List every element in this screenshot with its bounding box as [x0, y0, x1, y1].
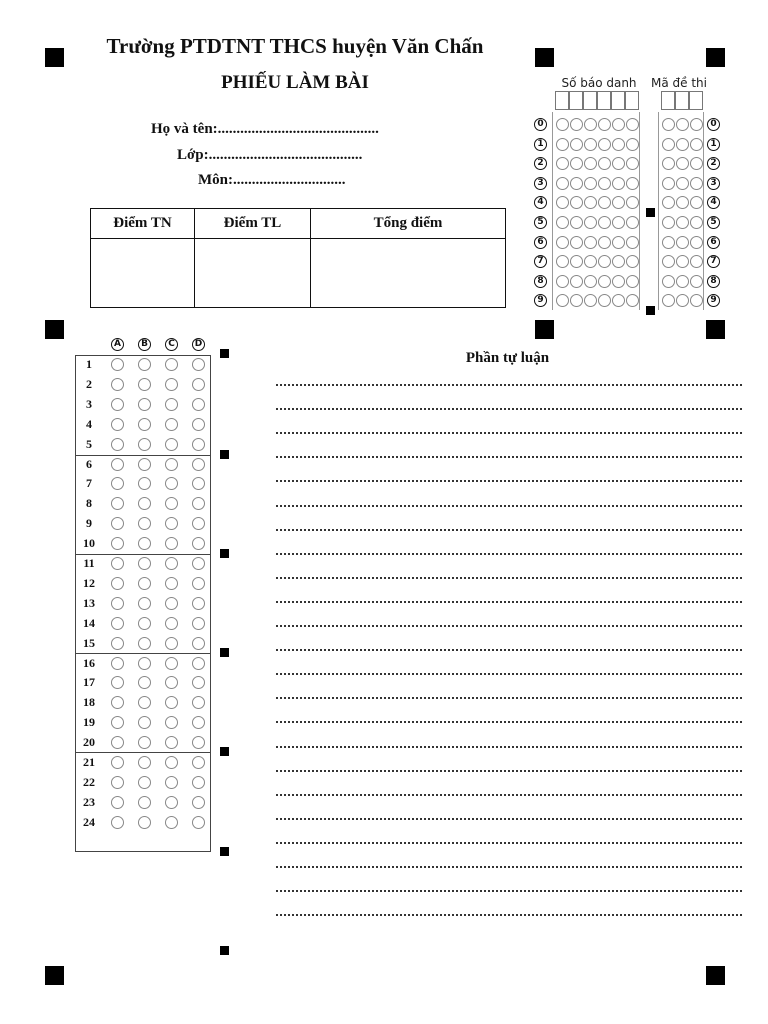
digit-label-left: 7 — [534, 255, 547, 268]
answer-bubble-d[interactable] — [192, 597, 205, 610]
answer-bubble-b[interactable] — [138, 617, 151, 630]
candidate-digit-bubble[interactable] — [598, 275, 611, 288]
answer-bubble-d[interactable] — [192, 358, 205, 371]
candidate-digit-bubble[interactable] — [612, 255, 625, 268]
section-separator — [75, 653, 211, 654]
answer-bubble-b[interactable] — [138, 776, 151, 789]
registration-mark — [45, 966, 64, 985]
registration-mark — [706, 966, 725, 985]
question-number: 4 — [86, 416, 92, 431]
digit-label-right: 5 — [707, 216, 720, 229]
exam-code-digit-bubble[interactable] — [662, 157, 675, 170]
exam-code-digit-bubble[interactable] — [676, 294, 689, 307]
candidate-digit-bubble[interactable] — [612, 118, 625, 131]
candidate-digit-bubble[interactable] — [584, 177, 597, 190]
candidate-number-entry-box[interactable] — [583, 91, 597, 110]
essay-answer-line[interactable] — [276, 577, 742, 579]
answer-bubble-a[interactable] — [111, 657, 124, 670]
digit-label-right: 0 — [707, 118, 720, 131]
score-cell-total[interactable] — [311, 239, 506, 308]
exam-code-digit-bubble[interactable] — [676, 255, 689, 268]
candidate-digit-bubble[interactable] — [598, 177, 611, 190]
digit-label-left: 2 — [534, 157, 547, 170]
exam-code-digit-bubble[interactable] — [690, 196, 703, 209]
question-number: 16 — [83, 655, 95, 670]
candidate-digit-bubble[interactable] — [598, 255, 611, 268]
timing-mark — [220, 648, 229, 657]
question-number: 1 — [86, 357, 92, 371]
answer-bubble-a[interactable] — [111, 418, 124, 431]
school-name: Trường PTDTNT THCS huyện Văn Chấn — [106, 34, 484, 58]
grid-frame-line — [658, 112, 659, 310]
score-header-total: Tổng điểm — [311, 209, 506, 239]
answer-bubble-c[interactable] — [165, 637, 178, 650]
candidate-digit-bubble[interactable] — [612, 275, 625, 288]
timing-mark — [220, 946, 229, 955]
candidate-digit-bubble[interactable] — [598, 216, 611, 229]
candidate-digit-bubble[interactable] — [584, 236, 597, 249]
candidate-digit-bubble[interactable] — [626, 157, 639, 170]
exam-code-digit-bubble[interactable] — [676, 275, 689, 288]
exam-code-digit-bubble[interactable] — [690, 294, 703, 307]
question-number: 5 — [86, 436, 92, 451]
essay-answer-line[interactable] — [276, 890, 742, 892]
candidate-digit-bubble[interactable] — [626, 255, 639, 268]
exam-code-digit-bubble[interactable] — [676, 157, 689, 170]
timing-mark — [220, 450, 229, 459]
answer-bubble-c[interactable] — [165, 577, 178, 590]
candidate-digit-bubble[interactable] — [584, 216, 597, 229]
exam-code-entry-box[interactable] — [675, 91, 689, 110]
question-number: 10 — [83, 536, 95, 551]
answer-bubble-c[interactable] — [165, 557, 178, 570]
exam-code-digit-bubble[interactable] — [690, 255, 703, 268]
answer-bubble-c[interactable] — [165, 736, 178, 749]
answer-bubble-d[interactable] — [192, 796, 205, 809]
registration-mark — [706, 320, 725, 339]
digit-label-right: 7 — [707, 255, 720, 268]
question-number: 17 — [83, 675, 95, 690]
essay-answer-line[interactable] — [276, 553, 742, 555]
registration-mark — [535, 320, 554, 339]
essay-answer-line[interactable] — [276, 432, 742, 434]
question-number: 23 — [83, 794, 95, 809]
essay-answer-line[interactable] — [276, 408, 742, 410]
candidate-digit-bubble[interactable] — [626, 216, 639, 229]
answer-bubble-a[interactable] — [111, 597, 124, 610]
answer-bubble-a[interactable] — [111, 537, 124, 550]
answer-bubble-d[interactable] — [192, 537, 205, 550]
essay-answer-line[interactable] — [276, 721, 742, 723]
candidate-digit-bubble[interactable] — [626, 294, 639, 307]
registration-mark — [706, 48, 725, 67]
exam-code-digit-bubble[interactable] — [662, 196, 675, 209]
answer-bubble-c[interactable] — [165, 617, 178, 630]
candidate-digit-bubble[interactable] — [598, 138, 611, 151]
answer-bubble-d[interactable] — [192, 577, 205, 590]
class-label: Lớp: — [177, 147, 209, 163]
exam-code-digit-bubble[interactable] — [676, 236, 689, 249]
grid-frame-line — [552, 112, 553, 310]
digit-label-left: 6 — [534, 236, 547, 249]
answer-bubble-d[interactable] — [192, 378, 205, 391]
answer-bubble-c[interactable] — [165, 358, 178, 371]
candidate-digit-bubble[interactable] — [598, 157, 611, 170]
candidate-digit-bubble[interactable] — [626, 196, 639, 209]
class-dots: ......................................... — [208, 147, 363, 163]
candidate-digit-bubble[interactable] — [598, 294, 611, 307]
answer-bubble-c[interactable] — [165, 597, 178, 610]
candidate-digit-bubble[interactable] — [584, 196, 597, 209]
answer-bubble-a[interactable] — [111, 577, 124, 590]
candidate-digit-bubble[interactable] — [570, 255, 583, 268]
answer-bubble-b[interactable] — [138, 458, 151, 471]
essay-answer-line[interactable] — [276, 673, 742, 675]
option-header-d: D — [192, 338, 205, 351]
candidate-digit-bubble[interactable] — [556, 255, 569, 268]
answer-bubble-a[interactable] — [111, 398, 124, 411]
answer-bubble-c[interactable] — [165, 378, 178, 391]
candidate-digit-bubble[interactable] — [626, 118, 639, 131]
candidate-digit-bubble[interactable] — [570, 236, 583, 249]
exam-code-digit-bubble[interactable] — [662, 236, 675, 249]
answer-bubble-b[interactable] — [138, 438, 151, 451]
exam-code-entry-box[interactable] — [689, 91, 703, 110]
digit-label-right: 6 — [707, 236, 720, 249]
answer-bubble-b[interactable] — [138, 816, 151, 829]
score-header-essay: Điểm TL — [195, 209, 311, 239]
answer-bubble-c[interactable] — [165, 537, 178, 550]
exam-code-digit-bubble[interactable] — [690, 216, 703, 229]
answer-bubble-c[interactable] — [165, 756, 178, 769]
grid-frame-line — [703, 112, 704, 310]
exam-code-digit-bubble[interactable] — [690, 177, 703, 190]
section-separator — [75, 554, 211, 555]
exam-code-entry-box[interactable] — [661, 91, 675, 110]
answer-bubble-a[interactable] — [111, 776, 124, 789]
answer-bubble-b[interactable] — [138, 557, 151, 570]
answer-bubble-d[interactable] — [192, 657, 205, 670]
digit-label-left: 1 — [534, 138, 547, 151]
answer-bubble-b[interactable] — [138, 358, 151, 371]
candidate-digit-bubble[interactable] — [570, 157, 583, 170]
question-number: 12 — [83, 575, 95, 590]
digit-label-left: 9 — [534, 294, 547, 307]
question-number: 13 — [83, 595, 95, 610]
question-number: 18 — [83, 695, 95, 710]
candidate-number-entry-box[interactable] — [611, 91, 625, 110]
answer-bubble-a[interactable] — [111, 557, 124, 570]
question-number: 6 — [86, 456, 92, 471]
candidate-digit-bubble[interactable] — [556, 236, 569, 249]
exam-code-digit-bubble[interactable] — [690, 236, 703, 249]
candidate-digit-bubble[interactable] — [598, 236, 611, 249]
candidate-digit-bubble[interactable] — [584, 157, 597, 170]
name-label: Họ và tên: — [151, 121, 218, 137]
candidate-digit-bubble[interactable] — [612, 236, 625, 249]
digit-label-left: 8 — [534, 275, 547, 288]
option-header-b: B — [138, 338, 151, 351]
candidate-digit-bubble[interactable] — [612, 138, 625, 151]
essay-answer-line[interactable] — [276, 818, 742, 820]
timing-mark — [220, 349, 229, 358]
answer-bubble-c[interactable] — [165, 458, 178, 471]
candidate-digit-bubble[interactable] — [570, 216, 583, 229]
score-cell-essay[interactable] — [195, 239, 311, 308]
question-number: 22 — [83, 774, 95, 789]
candidate-digit-bubble[interactable] — [570, 275, 583, 288]
answer-bubble-a[interactable] — [111, 438, 124, 451]
essay-answer-line[interactable] — [276, 649, 742, 651]
answer-bubble-b[interactable] — [138, 736, 151, 749]
answer-bubble-c[interactable] — [165, 657, 178, 670]
digit-label-left: 0 — [534, 118, 547, 131]
answer-bubble-a[interactable] — [111, 458, 124, 471]
answer-bubble-d[interactable] — [192, 398, 205, 411]
subject-dots: .............................. — [233, 172, 346, 188]
name-dots: ........................................... — [217, 121, 379, 137]
timing-mark — [220, 847, 229, 856]
subject-label: Môn: — [198, 172, 233, 188]
exam-code-digit-bubble[interactable] — [690, 138, 703, 151]
answer-bubble-d[interactable] — [192, 637, 205, 650]
candidate-digit-bubble[interactable] — [556, 216, 569, 229]
candidate-number-entry-box[interactable] — [597, 91, 611, 110]
exam-code-digit-bubble[interactable] — [662, 118, 675, 131]
digit-label-right: 9 — [707, 294, 720, 307]
question-number: 8 — [86, 496, 92, 511]
essay-answer-line[interactable] — [276, 384, 742, 386]
essay-answer-line[interactable] — [276, 529, 742, 531]
answer-bubble-a[interactable] — [111, 736, 124, 749]
answer-bubble-d[interactable] — [192, 418, 205, 431]
timing-mark — [220, 747, 229, 756]
question-number: 9 — [86, 516, 92, 531]
candidate-digit-bubble[interactable] — [598, 196, 611, 209]
candidate-digit-bubble[interactable] — [612, 216, 625, 229]
digit-label-left: 4 — [534, 196, 547, 209]
answer-bubble-d[interactable] — [192, 458, 205, 471]
question-number: 3 — [86, 396, 92, 411]
grid-frame-line — [639, 112, 640, 310]
essay-answer-line[interactable] — [276, 697, 742, 699]
exam-code-digit-bubble[interactable] — [662, 255, 675, 268]
digit-label-left: 5 — [534, 216, 547, 229]
candidate-digit-bubble[interactable] — [626, 275, 639, 288]
answer-bubble-c[interactable] — [165, 796, 178, 809]
exam-code-digit-bubble[interactable] — [690, 118, 703, 131]
candidate-digit-bubble[interactable] — [598, 118, 611, 131]
name-field[interactable] — [151, 121, 379, 138]
digit-label-right: 1 — [707, 138, 720, 151]
essay-answer-line[interactable] — [276, 914, 742, 916]
candidate-digit-bubble[interactable] — [556, 294, 569, 307]
answer-bubble-d[interactable] — [192, 736, 205, 749]
answer-bubble-c[interactable] — [165, 816, 178, 829]
digit-label-right: 8 — [707, 275, 720, 288]
essay-title: Phần tự luận — [465, 350, 550, 366]
answer-bubble-b[interactable] — [138, 756, 151, 769]
exam-code-digit-bubble[interactable] — [676, 177, 689, 190]
answer-bubble-a[interactable] — [111, 358, 124, 371]
candidate-digit-bubble[interactable] — [570, 294, 583, 307]
candidate-digit-bubble[interactable] — [584, 294, 597, 307]
candidate-digit-bubble[interactable] — [556, 118, 569, 131]
question-number: 19 — [83, 715, 95, 730]
timing-mark — [646, 208, 655, 217]
answer-bubble-a[interactable] — [111, 816, 124, 829]
candidate-digit-bubble[interactable] — [584, 275, 597, 288]
candidate-number-entry-box[interactable] — [569, 91, 583, 110]
question-number: 20 — [83, 735, 95, 750]
essay-answer-line[interactable] — [276, 794, 742, 796]
candidate-number-entry-box[interactable] — [555, 91, 569, 110]
exam-code-digit-bubble[interactable] — [690, 157, 703, 170]
answer-bubble-d[interactable] — [192, 776, 205, 789]
answer-bubble-d[interactable] — [192, 438, 205, 451]
answer-bubble-a[interactable] — [111, 756, 124, 769]
answer-bubble-b[interactable] — [138, 537, 151, 550]
candidate-digit-bubble[interactable] — [570, 196, 583, 209]
answer-bubble-d[interactable] — [192, 756, 205, 769]
candidate-digit-bubble[interactable] — [584, 255, 597, 268]
candidate-digit-bubble[interactable] — [570, 118, 583, 131]
exam-code-digit-bubble[interactable] — [690, 275, 703, 288]
candidate-digit-bubble[interactable] — [612, 294, 625, 307]
exam-code-digit-bubble[interactable] — [676, 138, 689, 151]
question-number: 2 — [86, 376, 92, 391]
option-header-c: C — [165, 338, 178, 351]
answer-bubble-b[interactable] — [138, 577, 151, 590]
candidate-number-label: Số báo danh — [561, 76, 637, 90]
sheet-title: PHIẾU LÀM BÀI — [221, 72, 369, 93]
answer-bubble-b[interactable] — [138, 597, 151, 610]
candidate-digit-bubble[interactable] — [556, 196, 569, 209]
answer-bubble-b[interactable] — [138, 657, 151, 670]
essay-answer-line[interactable] — [276, 866, 742, 868]
answer-bubble-d[interactable] — [192, 557, 205, 570]
candidate-digit-bubble[interactable] — [612, 157, 625, 170]
candidate-digit-bubble[interactable] — [626, 177, 639, 190]
answer-bubble-a[interactable] — [111, 637, 124, 650]
exam-code-digit-bubble[interactable] — [662, 177, 675, 190]
candidate-digit-bubble[interactable] — [584, 118, 597, 131]
question-number: 24 — [83, 814, 95, 829]
digit-label-right: 2 — [707, 157, 720, 170]
question-number: 21 — [83, 755, 95, 769]
answer-bubble-b[interactable] — [138, 418, 151, 431]
exam-code-digit-bubble[interactable] — [676, 118, 689, 131]
exam-code-digit-bubble[interactable] — [662, 138, 675, 151]
answer-bubble-c[interactable] — [165, 398, 178, 411]
candidate-number-entry-box[interactable] — [625, 91, 639, 110]
answer-bubble-a[interactable] — [111, 378, 124, 391]
answer-bubble-b[interactable] — [138, 796, 151, 809]
essay-answer-line[interactable] — [276, 842, 742, 844]
option-header-a: A — [111, 338, 124, 351]
answer-bubble-d[interactable] — [192, 617, 205, 630]
timing-mark — [220, 549, 229, 558]
answer-bubble-a[interactable] — [111, 617, 124, 630]
candidate-digit-bubble[interactable] — [556, 275, 569, 288]
timing-mark — [646, 306, 655, 315]
candidate-digit-bubble[interactable] — [626, 236, 639, 249]
answer-bubble-d[interactable] — [192, 816, 205, 829]
answer-bubble-b[interactable] — [138, 378, 151, 391]
candidate-digit-bubble[interactable] — [570, 177, 583, 190]
question-number: 7 — [86, 476, 92, 491]
digit-label-right: 3 — [707, 177, 720, 190]
candidate-digit-bubble[interactable] — [556, 157, 569, 170]
section-separator — [75, 752, 211, 753]
answer-bubble-c[interactable] — [165, 438, 178, 451]
question-number: 11 — [83, 556, 95, 570]
answer-bubble-b[interactable] — [138, 398, 151, 411]
question-number: 15 — [83, 635, 95, 650]
score-cell-mc[interactable] — [91, 239, 195, 308]
answer-bubble-c[interactable] — [165, 418, 178, 431]
essay-answer-line[interactable] — [276, 505, 742, 507]
essay-answer-line[interactable] — [276, 770, 742, 772]
exam-code-digit-bubble[interactable] — [662, 294, 675, 307]
registration-mark — [45, 320, 64, 339]
candidate-digit-bubble[interactable] — [556, 138, 569, 151]
candidate-digit-bubble[interactable] — [612, 196, 625, 209]
candidate-digit-bubble[interactable] — [584, 138, 597, 151]
answer-bubble-a[interactable] — [111, 796, 124, 809]
candidate-digit-bubble[interactable] — [556, 177, 569, 190]
essay-answer-line[interactable] — [276, 625, 742, 627]
candidate-digit-bubble[interactable] — [570, 138, 583, 151]
candidate-digit-bubble[interactable] — [612, 177, 625, 190]
score-header-mc: Điểm TN — [91, 209, 195, 239]
class-field[interactable] — [177, 147, 362, 164]
question-number: 14 — [83, 615, 95, 630]
digit-label-right: 4 — [707, 196, 720, 209]
essay-answer-line[interactable] — [276, 746, 742, 748]
exam-code-digit-bubble[interactable] — [662, 275, 675, 288]
subject-field[interactable] — [198, 172, 346, 189]
essay-answer-line[interactable] — [276, 456, 742, 458]
exam-code-digit-bubble[interactable] — [662, 216, 675, 229]
exam-code-digit-bubble[interactable] — [676, 216, 689, 229]
exam-code-digit-bubble[interactable] — [676, 196, 689, 209]
exam-code-label: Mã đề thi — [651, 76, 707, 90]
essay-answer-line[interactable] — [276, 480, 742, 482]
essay-answer-line[interactable] — [276, 601, 742, 603]
answer-bubble-b[interactable] — [138, 637, 151, 650]
digit-label-left: 3 — [534, 177, 547, 190]
answer-bubble-c[interactable] — [165, 776, 178, 789]
candidate-digit-bubble[interactable] — [626, 138, 639, 151]
score-table — [90, 208, 506, 308]
